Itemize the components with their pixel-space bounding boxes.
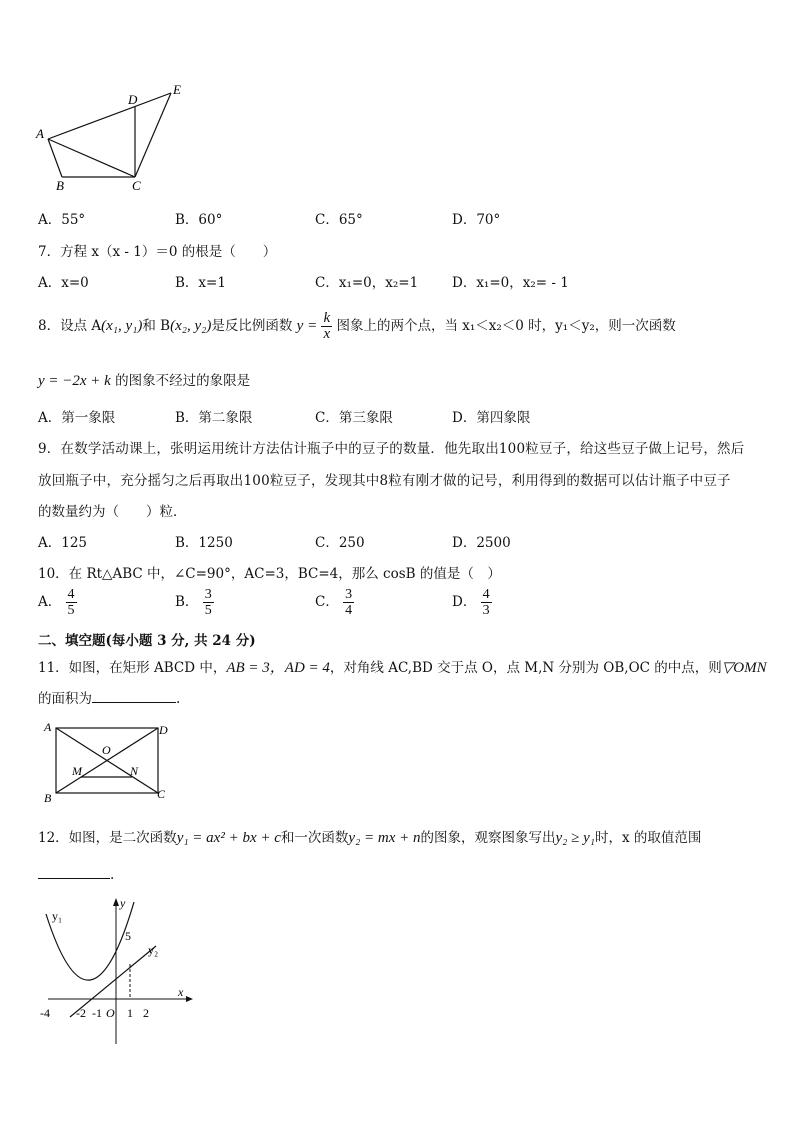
- fig11-label-m: M: [72, 764, 82, 778]
- q8-stem-c: 图象上的两个点，当 x₁＜x₂＜0 时，y₁＜y₂，则一次函数: [336, 318, 676, 334]
- q10-option-b-num: 3: [204, 587, 212, 602]
- q8-option-c: C．第三象限: [315, 410, 393, 426]
- q6-option-d: D．70°: [452, 212, 501, 228]
- q12-eq2: y₂ = mx + n: [348, 830, 421, 846]
- q10-option-c: [315, 587, 354, 618]
- q10-option-a-den: 5: [67, 603, 75, 618]
- q12-answer-blank[interactable]: [38, 864, 110, 879]
- fig11-label-o: O: [102, 743, 111, 757]
- q11-line1: [38, 656, 767, 677]
- q12-line2: [38, 864, 114, 883]
- q9-option-c: C．250: [315, 535, 365, 551]
- q8-point-b: (x₂, y₂): [170, 318, 212, 334]
- q8-line1: [38, 311, 676, 342]
- q6-option-a: A．55°: [38, 212, 86, 228]
- q7-stem: 7．方程 x（x - 1）＝0 的根是（ ）: [38, 244, 277, 260]
- q10-option-c-num: 3: [345, 587, 353, 602]
- q9-line3: 的数量约为（ ）粒．: [38, 504, 187, 520]
- q12-line1: [38, 826, 701, 847]
- q11-line1b: ，对角线 AC,BD 交于点 O，点 M,N 分别为 OB,OC 的中点，则: [329, 660, 722, 676]
- fig6-label-c: C: [132, 178, 141, 193]
- fig12-label-y2: y₂: [148, 943, 159, 957]
- q11-figure: [30, 718, 180, 808]
- fig6-label-d: D: [128, 92, 138, 107]
- q12-cond: y₂ ≥ y₁: [555, 830, 595, 846]
- fig6-label-b: B: [56, 178, 64, 193]
- q12-line1c: 时，x 的取值范围: [595, 830, 702, 846]
- fig12-label-five: 5: [125, 929, 131, 943]
- q11-eq: AB = 3，AD = 4: [226, 660, 330, 676]
- q8-line2: [38, 369, 250, 390]
- q7-option-d: D．x₁=0，x₂= - 1: [452, 275, 569, 291]
- q10-option-a: [38, 587, 77, 618]
- q10-option-d: [452, 587, 492, 618]
- fig11-label-d: D: [159, 723, 168, 737]
- q10-option-a-letter: A．: [38, 594, 62, 610]
- q6-option-c: C．65°: [315, 212, 363, 228]
- q11-answer-blank[interactable]: [92, 688, 176, 703]
- q9-option-a: A．125: [38, 535, 88, 551]
- fig12-label-neg4: -4: [40, 1006, 50, 1020]
- q8-fraction: [321, 311, 332, 342]
- q10-option-b-den: 5: [204, 603, 212, 618]
- q8-and: 和 B: [142, 318, 171, 334]
- q9-option-d: D．2500: [452, 535, 511, 551]
- q12-figure: [30, 892, 200, 1052]
- q12-line1b: 的图象，观察图象写出: [420, 830, 556, 846]
- fig6-label-a: A: [36, 126, 44, 141]
- q10-option-c-den: 4: [345, 603, 353, 618]
- fig11-label-b: B: [44, 791, 52, 805]
- q7-option-a: A．x=0: [38, 275, 89, 291]
- fig12-label-zero: O: [106, 1006, 115, 1020]
- q8-frac-num: k: [323, 310, 331, 326]
- fig12-label-y1: y₁: [52, 909, 63, 923]
- q8-line-eq: y = −2x + k: [38, 373, 111, 389]
- q8-frac-den: x: [323, 326, 331, 342]
- q12-end: .: [110, 867, 115, 883]
- q9-line1: 9．在数学活动课上，张明运用统计方法估计瓶子中的豆子的数量．他先取出100粒豆子，给这些豆子做上记号，然后: [38, 441, 745, 457]
- q8-func-lhs: y =: [296, 318, 318, 334]
- q11-triangle: ▽OMN: [721, 660, 767, 676]
- fig12-label-y: y: [120, 896, 126, 910]
- section-title: 二、填空题(每小题 3 分, 共 24 分): [38, 633, 256, 649]
- q11-line2: [38, 687, 180, 707]
- q11-line1a: 11．如图，在矩形 ABCD 中，: [38, 660, 227, 676]
- q8-option-b: B．第二象限: [175, 410, 253, 426]
- q10-option-d-den: 3: [482, 603, 490, 618]
- fig11-label-a: A: [44, 720, 52, 734]
- fig12-label-one: 1: [127, 1006, 133, 1020]
- fig12-label-neg2: -2: [76, 1006, 86, 1020]
- q12-line1a: 12．如图，是二次函数: [38, 830, 177, 846]
- q9-line2: 放回瓶子中，充分摇匀之后再取出100粒豆子，发现其中8粒有刚才做的记号，利用得到的数据可以估计瓶子中豆子: [38, 473, 731, 489]
- q11-end: .: [176, 691, 181, 707]
- q11-line2-text: 的面积为: [38, 691, 92, 707]
- fig11-label-c: C: [157, 787, 166, 801]
- q10-option-b: [175, 587, 214, 618]
- q8-option-d: D．第四象限: [452, 410, 531, 426]
- q8-option-a: A．第一象限: [38, 410, 116, 426]
- q8-stem-a: 8．设点 A: [38, 318, 102, 334]
- q6-figure: [30, 80, 190, 195]
- q12-mid: 和一次函数: [280, 830, 349, 846]
- fig12-label-x: x: [178, 985, 184, 999]
- q8-line2-text: 的图象不经过的象限是: [115, 373, 251, 389]
- q8-stem-b: 是反比例函数: [211, 318, 293, 334]
- q12-eq1: y₁ = ax² + bx + c: [176, 830, 281, 846]
- q6-option-b: B．60°: [175, 212, 223, 228]
- q10-option-b-letter: B．: [175, 594, 199, 610]
- q10-stem: 10．在 Rt△ABC 中，∠C=90°，AC=3，BC=4，那么 cosB 的值是（ ）: [38, 566, 501, 582]
- q7-option-b: B．x=1: [175, 275, 226, 291]
- fig12-label-two: 2: [143, 1006, 149, 1020]
- fig11-label-n: N: [130, 764, 139, 778]
- q10-option-d-letter: D．: [452, 594, 477, 610]
- q9-option-b: B．1250: [175, 535, 233, 551]
- q7-option-c: C．x₁=0，x₂=1: [315, 275, 419, 291]
- q10-option-a-num: 4: [67, 587, 75, 602]
- fig6-label-e: E: [173, 82, 181, 97]
- q10-option-d-num: 4: [482, 587, 490, 602]
- fig12-label-neg1: -1: [92, 1006, 102, 1020]
- q8-point-a: (x₁, y₁): [101, 318, 143, 334]
- q10-option-c-letter: C．: [315, 594, 339, 610]
